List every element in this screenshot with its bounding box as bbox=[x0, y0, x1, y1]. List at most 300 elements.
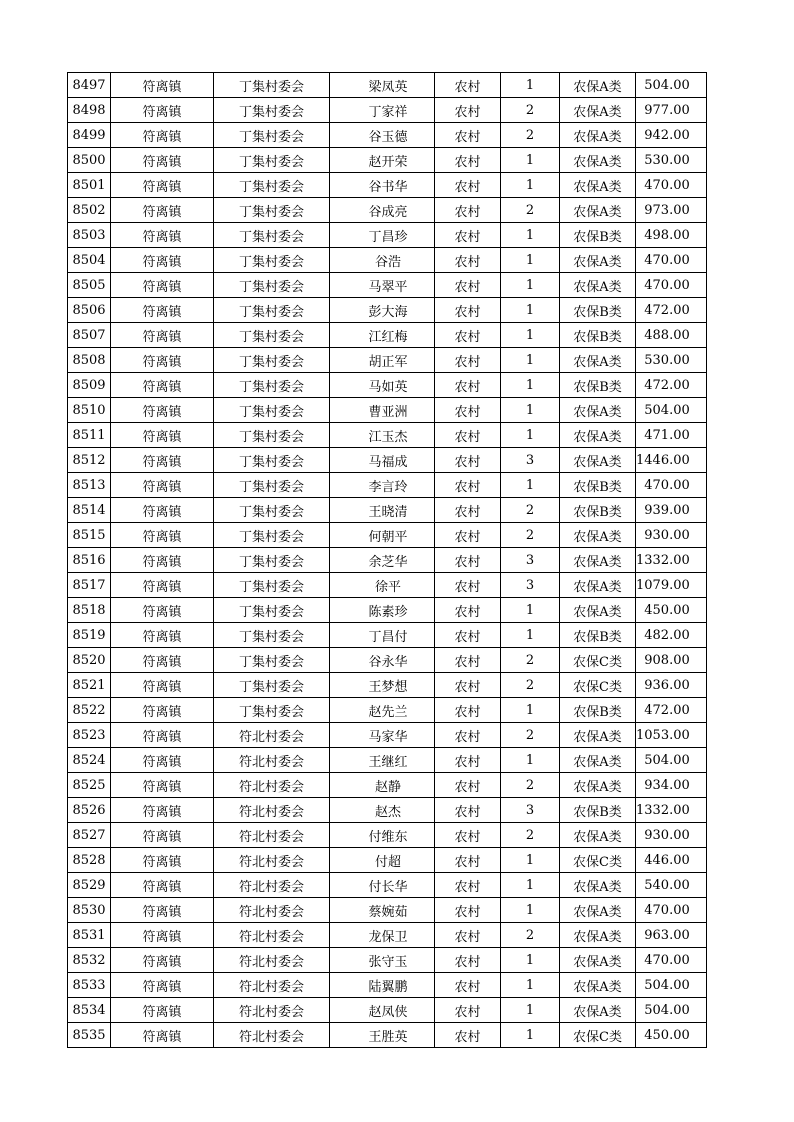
household-type-cell: 农村 bbox=[435, 548, 501, 573]
record-number-cell: 8525 bbox=[68, 773, 111, 798]
town-cell: 符离镇 bbox=[111, 648, 214, 673]
amount-cell: 1332.00 bbox=[636, 798, 707, 823]
amount-cell: 939.00 bbox=[636, 498, 707, 523]
amount-cell: 504.00 bbox=[636, 973, 707, 998]
table-row bbox=[68, 698, 707, 723]
town-cell: 符离镇 bbox=[111, 573, 214, 598]
family-size-cell: 2 bbox=[501, 923, 560, 948]
village-committee-cell: 符北村委会 bbox=[214, 873, 330, 898]
household-type-cell: 农村 bbox=[435, 823, 501, 848]
table-row bbox=[68, 98, 707, 123]
town-cell: 符离镇 bbox=[111, 873, 214, 898]
person-name-cell: 曹亚洲 bbox=[330, 398, 435, 423]
family-size-cell: 1 bbox=[501, 623, 560, 648]
person-name-cell: 赵先兰 bbox=[330, 698, 435, 723]
family-size-cell: 1 bbox=[501, 748, 560, 773]
insurance-category-cell: 农保A类 bbox=[560, 148, 636, 173]
village-committee-cell: 丁集村委会 bbox=[214, 98, 330, 123]
household-type-cell: 农村 bbox=[435, 173, 501, 198]
person-name-cell: 丁昌付 bbox=[330, 623, 435, 648]
insurance-category-cell: 农保A类 bbox=[560, 998, 636, 1023]
insurance-category-cell: 农保B类 bbox=[560, 623, 636, 648]
insurance-category-cell: 农保A类 bbox=[560, 248, 636, 273]
household-type-cell: 农村 bbox=[435, 848, 501, 873]
table-row bbox=[68, 573, 707, 598]
village-committee-cell: 丁集村委会 bbox=[214, 148, 330, 173]
town-cell: 符离镇 bbox=[111, 398, 214, 423]
town-cell: 符离镇 bbox=[111, 498, 214, 523]
insurance-category-cell: 农保A类 bbox=[560, 598, 636, 623]
village-committee-cell: 符北村委会 bbox=[214, 973, 330, 998]
record-number-cell: 8508 bbox=[68, 348, 111, 373]
family-size-cell: 2 bbox=[501, 523, 560, 548]
person-name-cell: 龙保卫 bbox=[330, 923, 435, 948]
amount-cell: 977.00 bbox=[636, 98, 707, 123]
town-cell: 符离镇 bbox=[111, 948, 214, 973]
table-row bbox=[68, 748, 707, 773]
household-type-cell: 农村 bbox=[435, 573, 501, 598]
household-type-cell: 农村 bbox=[435, 598, 501, 623]
village-committee-cell: 丁集村委会 bbox=[214, 648, 330, 673]
household-type-cell: 农村 bbox=[435, 73, 501, 98]
insurance-category-cell: 农保A类 bbox=[560, 923, 636, 948]
town-cell: 符离镇 bbox=[111, 773, 214, 798]
village-committee-cell: 丁集村委会 bbox=[214, 698, 330, 723]
record-number-cell: 8513 bbox=[68, 473, 111, 498]
town-cell: 符离镇 bbox=[111, 173, 214, 198]
family-size-cell: 1 bbox=[501, 473, 560, 498]
household-type-cell: 农村 bbox=[435, 123, 501, 148]
table-row bbox=[68, 1023, 707, 1048]
family-size-cell: 2 bbox=[501, 98, 560, 123]
amount-cell: 470.00 bbox=[636, 173, 707, 198]
household-type-cell: 农村 bbox=[435, 773, 501, 798]
person-name-cell: 张守玉 bbox=[330, 948, 435, 973]
town-cell: 符离镇 bbox=[111, 798, 214, 823]
record-number-cell: 8516 bbox=[68, 548, 111, 573]
household-type-cell: 农村 bbox=[435, 373, 501, 398]
table-row bbox=[68, 373, 707, 398]
family-size-cell: 2 bbox=[501, 673, 560, 698]
town-cell: 符离镇 bbox=[111, 273, 214, 298]
person-name-cell: 胡正军 bbox=[330, 348, 435, 373]
person-name-cell: 王继红 bbox=[330, 748, 435, 773]
town-cell: 符离镇 bbox=[111, 748, 214, 773]
town-cell: 符离镇 bbox=[111, 673, 214, 698]
insurance-category-cell: 农保C类 bbox=[560, 848, 636, 873]
record-number-cell: 8512 bbox=[68, 448, 111, 473]
record-number-cell: 8519 bbox=[68, 623, 111, 648]
household-type-cell: 农村 bbox=[435, 748, 501, 773]
village-committee-cell: 丁集村委会 bbox=[214, 323, 330, 348]
village-committee-cell: 丁集村委会 bbox=[214, 73, 330, 98]
record-number-cell: 8514 bbox=[68, 498, 111, 523]
household-type-cell: 农村 bbox=[435, 648, 501, 673]
table-row bbox=[68, 823, 707, 848]
amount-cell: 973.00 bbox=[636, 198, 707, 223]
amount-cell: 498.00 bbox=[636, 223, 707, 248]
record-number-cell: 8518 bbox=[68, 598, 111, 623]
town-cell: 符离镇 bbox=[111, 198, 214, 223]
family-size-cell: 1 bbox=[501, 698, 560, 723]
person-name-cell: 付维东 bbox=[330, 823, 435, 848]
family-size-cell: 2 bbox=[501, 198, 560, 223]
insurance-category-cell: 农保A类 bbox=[560, 398, 636, 423]
amount-cell: 470.00 bbox=[636, 473, 707, 498]
village-committee-cell: 符北村委会 bbox=[214, 998, 330, 1023]
record-number-cell: 8499 bbox=[68, 123, 111, 148]
town-cell: 符离镇 bbox=[111, 998, 214, 1023]
person-name-cell: 谷浩 bbox=[330, 248, 435, 273]
family-size-cell: 2 bbox=[501, 498, 560, 523]
town-cell: 符离镇 bbox=[111, 1023, 214, 1048]
family-size-cell: 1 bbox=[501, 423, 560, 448]
household-type-cell: 农村 bbox=[435, 448, 501, 473]
town-cell: 符离镇 bbox=[111, 698, 214, 723]
person-name-cell: 徐平 bbox=[330, 573, 435, 598]
amount-cell: 504.00 bbox=[636, 748, 707, 773]
table-row bbox=[68, 923, 707, 948]
village-committee-cell: 丁集村委会 bbox=[214, 173, 330, 198]
record-number-cell: 8535 bbox=[68, 1023, 111, 1048]
person-name-cell: 赵凤侠 bbox=[330, 998, 435, 1023]
family-size-cell: 2 bbox=[501, 723, 560, 748]
village-committee-cell: 符北村委会 bbox=[214, 748, 330, 773]
insurance-category-cell: 农保A类 bbox=[560, 773, 636, 798]
household-type-cell: 农村 bbox=[435, 473, 501, 498]
person-name-cell: 王梦想 bbox=[330, 673, 435, 698]
person-name-cell: 马如英 bbox=[330, 373, 435, 398]
town-cell: 符离镇 bbox=[111, 73, 214, 98]
record-number-cell: 8517 bbox=[68, 573, 111, 598]
household-type-cell: 农村 bbox=[435, 623, 501, 648]
table-row bbox=[68, 548, 707, 573]
record-number-cell: 8529 bbox=[68, 873, 111, 898]
household-type-cell: 农村 bbox=[435, 673, 501, 698]
family-size-cell: 1 bbox=[501, 223, 560, 248]
record-number-cell: 8510 bbox=[68, 398, 111, 423]
person-name-cell: 谷书华 bbox=[330, 173, 435, 198]
village-committee-cell: 符北村委会 bbox=[214, 823, 330, 848]
insurance-category-cell: 农保A类 bbox=[560, 173, 636, 198]
person-name-cell: 余芝华 bbox=[330, 548, 435, 573]
record-number-cell: 8531 bbox=[68, 923, 111, 948]
household-type-cell: 农村 bbox=[435, 898, 501, 923]
household-type-cell: 农村 bbox=[435, 298, 501, 323]
amount-cell: 1332.00 bbox=[636, 548, 707, 573]
family-size-cell: 1 bbox=[501, 273, 560, 298]
family-size-cell: 1 bbox=[501, 873, 560, 898]
town-cell: 符离镇 bbox=[111, 448, 214, 473]
village-committee-cell: 丁集村委会 bbox=[214, 398, 330, 423]
insurance-category-cell: 农保C类 bbox=[560, 673, 636, 698]
table-row bbox=[68, 298, 707, 323]
town-cell: 符离镇 bbox=[111, 98, 214, 123]
family-size-cell: 1 bbox=[501, 973, 560, 998]
family-size-cell: 1 bbox=[501, 948, 560, 973]
village-committee-cell: 丁集村委会 bbox=[214, 423, 330, 448]
record-number-cell: 8501 bbox=[68, 173, 111, 198]
family-size-cell: 1 bbox=[501, 173, 560, 198]
insurance-category-cell: 农保A类 bbox=[560, 348, 636, 373]
family-size-cell: 1 bbox=[501, 148, 560, 173]
household-type-cell: 农村 bbox=[435, 498, 501, 523]
insurance-category-cell: 农保A类 bbox=[560, 198, 636, 223]
amount-cell: 470.00 bbox=[636, 948, 707, 973]
table-row bbox=[68, 898, 707, 923]
table-row bbox=[68, 673, 707, 698]
record-number-cell: 8507 bbox=[68, 323, 111, 348]
table-row bbox=[68, 198, 707, 223]
town-cell: 符离镇 bbox=[111, 973, 214, 998]
insurance-category-cell: 农保B类 bbox=[560, 323, 636, 348]
insurance-category-cell: 农保A类 bbox=[560, 973, 636, 998]
village-committee-cell: 丁集村委会 bbox=[214, 473, 330, 498]
family-size-cell: 2 bbox=[501, 123, 560, 148]
village-committee-cell: 丁集村委会 bbox=[214, 223, 330, 248]
household-type-cell: 农村 bbox=[435, 948, 501, 973]
record-number-cell: 8505 bbox=[68, 273, 111, 298]
town-cell: 符离镇 bbox=[111, 523, 214, 548]
insurance-category-cell: 农保B类 bbox=[560, 298, 636, 323]
family-size-cell: 2 bbox=[501, 823, 560, 848]
town-cell: 符离镇 bbox=[111, 423, 214, 448]
person-name-cell: 蔡婉茹 bbox=[330, 898, 435, 923]
family-size-cell: 1 bbox=[501, 248, 560, 273]
record-number-cell: 8526 bbox=[68, 798, 111, 823]
family-size-cell: 1 bbox=[501, 348, 560, 373]
village-committee-cell: 符北村委会 bbox=[214, 948, 330, 973]
town-cell: 符离镇 bbox=[111, 898, 214, 923]
amount-cell: 504.00 bbox=[636, 998, 707, 1023]
person-name-cell: 陆翼鹏 bbox=[330, 973, 435, 998]
table-row bbox=[68, 723, 707, 748]
household-type-cell: 农村 bbox=[435, 923, 501, 948]
record-number-cell: 8524 bbox=[68, 748, 111, 773]
record-number-cell: 8527 bbox=[68, 823, 111, 848]
record-number-cell: 8530 bbox=[68, 898, 111, 923]
village-committee-cell: 符北村委会 bbox=[214, 923, 330, 948]
table-row bbox=[68, 273, 707, 298]
table-row bbox=[68, 323, 707, 348]
amount-cell: 472.00 bbox=[636, 373, 707, 398]
amount-cell: 1079.00 bbox=[636, 573, 707, 598]
insurance-category-cell: 农保A类 bbox=[560, 448, 636, 473]
table-row bbox=[68, 598, 707, 623]
record-number-cell: 8502 bbox=[68, 198, 111, 223]
town-cell: 符离镇 bbox=[111, 473, 214, 498]
amount-cell: 540.00 bbox=[636, 873, 707, 898]
insurance-category-cell: 农保A类 bbox=[560, 423, 636, 448]
amount-cell: 472.00 bbox=[636, 298, 707, 323]
table-row bbox=[68, 148, 707, 173]
town-cell: 符离镇 bbox=[111, 123, 214, 148]
amount-cell: 930.00 bbox=[636, 823, 707, 848]
insurance-category-cell: 农保A类 bbox=[560, 123, 636, 148]
amount-cell: 530.00 bbox=[636, 348, 707, 373]
table-row bbox=[68, 648, 707, 673]
village-committee-cell: 丁集村委会 bbox=[214, 623, 330, 648]
town-cell: 符离镇 bbox=[111, 723, 214, 748]
insurance-category-cell: 农保C类 bbox=[560, 648, 636, 673]
person-name-cell: 付超 bbox=[330, 848, 435, 873]
table-row bbox=[68, 873, 707, 898]
table-row bbox=[68, 448, 707, 473]
roster-body bbox=[68, 73, 707, 1048]
insurance-category-cell: 农保A类 bbox=[560, 273, 636, 298]
insurance-category-cell: 农保A类 bbox=[560, 823, 636, 848]
household-type-cell: 农村 bbox=[435, 1023, 501, 1048]
family-size-cell: 2 bbox=[501, 648, 560, 673]
village-committee-cell: 丁集村委会 bbox=[214, 248, 330, 273]
town-cell: 符离镇 bbox=[111, 373, 214, 398]
insurance-category-cell: 农保A类 bbox=[560, 723, 636, 748]
household-type-cell: 农村 bbox=[435, 198, 501, 223]
amount-cell: 488.00 bbox=[636, 323, 707, 348]
table-row bbox=[68, 848, 707, 873]
person-name-cell: 赵静 bbox=[330, 773, 435, 798]
town-cell: 符离镇 bbox=[111, 848, 214, 873]
amount-cell: 470.00 bbox=[636, 248, 707, 273]
village-committee-cell: 丁集村委会 bbox=[214, 673, 330, 698]
table-row bbox=[68, 773, 707, 798]
record-number-cell: 8511 bbox=[68, 423, 111, 448]
person-name-cell: 马家华 bbox=[330, 723, 435, 748]
town-cell: 符离镇 bbox=[111, 323, 214, 348]
amount-cell: 908.00 bbox=[636, 648, 707, 673]
village-committee-cell: 符北村委会 bbox=[214, 898, 330, 923]
person-name-cell: 谷永华 bbox=[330, 648, 435, 673]
record-number-cell: 8509 bbox=[68, 373, 111, 398]
insurance-category-cell: 农保A类 bbox=[560, 898, 636, 923]
household-type-cell: 农村 bbox=[435, 323, 501, 348]
roster-table bbox=[67, 72, 707, 1048]
record-number-cell: 8522 bbox=[68, 698, 111, 723]
village-committee-cell: 丁集村委会 bbox=[214, 448, 330, 473]
household-type-cell: 农村 bbox=[435, 698, 501, 723]
amount-cell: 930.00 bbox=[636, 523, 707, 548]
family-size-cell: 3 bbox=[501, 573, 560, 598]
household-type-cell: 农村 bbox=[435, 98, 501, 123]
person-name-cell: 江玉杰 bbox=[330, 423, 435, 448]
person-name-cell: 马福成 bbox=[330, 448, 435, 473]
person-name-cell: 丁家祥 bbox=[330, 98, 435, 123]
insurance-category-cell: 农保A类 bbox=[560, 98, 636, 123]
family-size-cell: 1 bbox=[501, 1023, 560, 1048]
village-committee-cell: 符北村委会 bbox=[214, 798, 330, 823]
town-cell: 符离镇 bbox=[111, 298, 214, 323]
family-size-cell: 1 bbox=[501, 373, 560, 398]
table-row bbox=[68, 623, 707, 648]
village-committee-cell: 丁集村委会 bbox=[214, 523, 330, 548]
amount-cell: 530.00 bbox=[636, 148, 707, 173]
person-name-cell: 付长华 bbox=[330, 873, 435, 898]
household-type-cell: 农村 bbox=[435, 798, 501, 823]
record-number-cell: 8497 bbox=[68, 73, 111, 98]
town-cell: 符离镇 bbox=[111, 548, 214, 573]
town-cell: 符离镇 bbox=[111, 598, 214, 623]
record-number-cell: 8498 bbox=[68, 98, 111, 123]
household-type-cell: 农村 bbox=[435, 223, 501, 248]
amount-cell: 1446.00 bbox=[636, 448, 707, 473]
table-row bbox=[68, 498, 707, 523]
family-size-cell: 1 bbox=[501, 298, 560, 323]
amount-cell: 934.00 bbox=[636, 773, 707, 798]
record-number-cell: 8500 bbox=[68, 148, 111, 173]
table-row bbox=[68, 973, 707, 998]
amount-cell: 450.00 bbox=[636, 598, 707, 623]
village-committee-cell: 丁集村委会 bbox=[214, 198, 330, 223]
record-number-cell: 8520 bbox=[68, 648, 111, 673]
amount-cell: 470.00 bbox=[636, 898, 707, 923]
village-committee-cell: 丁集村委会 bbox=[214, 548, 330, 573]
person-name-cell: 梁凤英 bbox=[330, 73, 435, 98]
table-row bbox=[68, 248, 707, 273]
family-size-cell: 2 bbox=[501, 773, 560, 798]
household-type-cell: 农村 bbox=[435, 248, 501, 273]
amount-cell: 504.00 bbox=[636, 73, 707, 98]
insurance-category-cell: 农保B类 bbox=[560, 498, 636, 523]
amount-cell: 936.00 bbox=[636, 673, 707, 698]
village-committee-cell: 符北村委会 bbox=[214, 848, 330, 873]
amount-cell: 450.00 bbox=[636, 1023, 707, 1048]
record-number-cell: 8533 bbox=[68, 973, 111, 998]
family-size-cell: 1 bbox=[501, 398, 560, 423]
household-type-cell: 农村 bbox=[435, 148, 501, 173]
town-cell: 符离镇 bbox=[111, 148, 214, 173]
amount-cell: 446.00 bbox=[636, 848, 707, 873]
family-size-cell: 1 bbox=[501, 323, 560, 348]
town-cell: 符离镇 bbox=[111, 823, 214, 848]
insurance-category-cell: 农保B类 bbox=[560, 473, 636, 498]
household-type-cell: 农村 bbox=[435, 423, 501, 448]
person-name-cell: 陈素珍 bbox=[330, 598, 435, 623]
family-size-cell: 1 bbox=[501, 998, 560, 1023]
insurance-category-cell: 农保A类 bbox=[560, 73, 636, 98]
record-number-cell: 8532 bbox=[68, 948, 111, 973]
amount-cell: 942.00 bbox=[636, 123, 707, 148]
amount-cell: 504.00 bbox=[636, 398, 707, 423]
insurance-category-cell: 农保A类 bbox=[560, 523, 636, 548]
village-committee-cell: 丁集村委会 bbox=[214, 498, 330, 523]
record-number-cell: 8506 bbox=[68, 298, 111, 323]
household-type-cell: 农村 bbox=[435, 723, 501, 748]
town-cell: 符离镇 bbox=[111, 248, 214, 273]
record-number-cell: 8515 bbox=[68, 523, 111, 548]
table-row bbox=[68, 948, 707, 973]
table-row bbox=[68, 223, 707, 248]
table-row bbox=[68, 73, 707, 98]
table-row bbox=[68, 523, 707, 548]
household-type-cell: 农村 bbox=[435, 398, 501, 423]
amount-cell: 963.00 bbox=[636, 923, 707, 948]
village-committee-cell: 丁集村委会 bbox=[214, 573, 330, 598]
person-name-cell: 赵开荣 bbox=[330, 148, 435, 173]
amount-cell: 482.00 bbox=[636, 623, 707, 648]
record-number-cell: 8523 bbox=[68, 723, 111, 748]
village-committee-cell: 丁集村委会 bbox=[214, 273, 330, 298]
family-size-cell: 1 bbox=[501, 898, 560, 923]
person-name-cell: 谷成亮 bbox=[330, 198, 435, 223]
village-committee-cell: 丁集村委会 bbox=[214, 348, 330, 373]
record-number-cell: 8528 bbox=[68, 848, 111, 873]
household-type-cell: 农村 bbox=[435, 873, 501, 898]
table-row bbox=[68, 348, 707, 373]
town-cell: 符离镇 bbox=[111, 623, 214, 648]
person-name-cell: 王胜英 bbox=[330, 1023, 435, 1048]
town-cell: 符离镇 bbox=[111, 348, 214, 373]
family-size-cell: 3 bbox=[501, 548, 560, 573]
